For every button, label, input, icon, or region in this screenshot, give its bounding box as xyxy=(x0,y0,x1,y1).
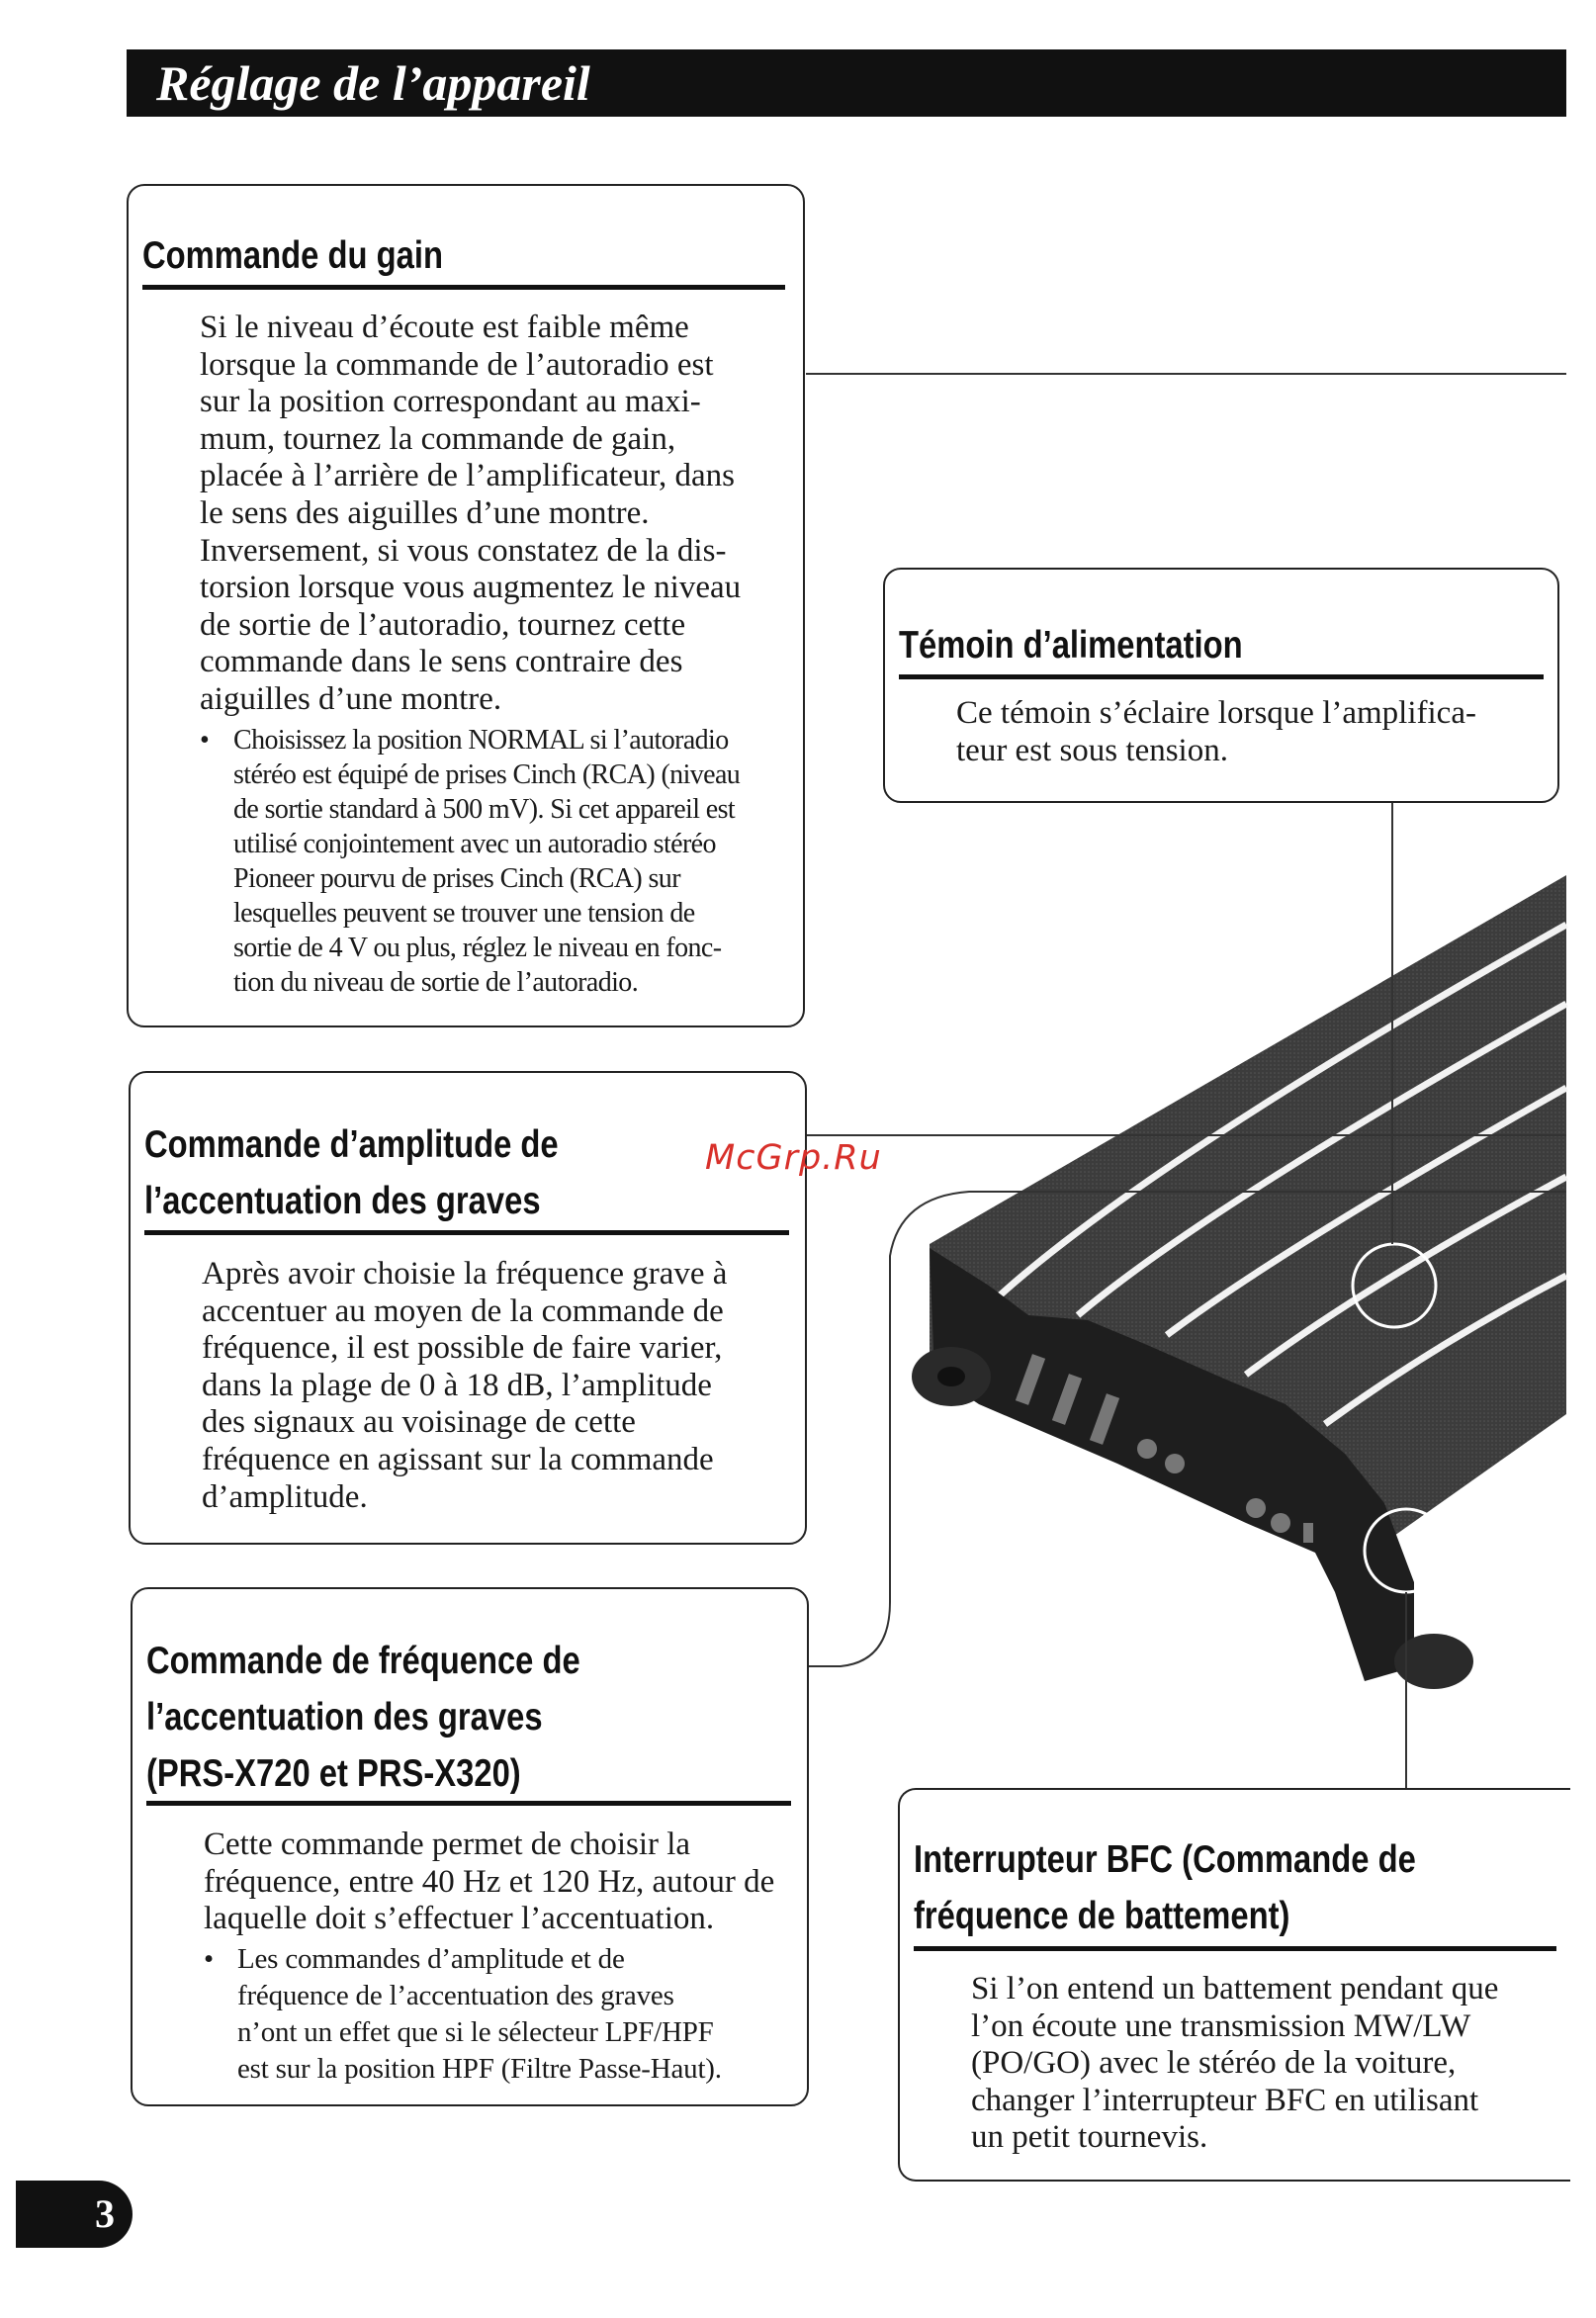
section-bfc-body: Si l’on entend un battement pendant que l’on écoute une transmission MW/LW (PO/GO) avec le stéréo de la voiture, changer l’interrupteur BFC en utilisant un petit tournevis. xyxy=(971,1971,1499,2156)
section-power-body: Ce témoin s’éclaire lorsque l’amplifica- teur est sous tension. xyxy=(956,695,1476,768)
section-bfc-rule xyxy=(914,1946,1556,1951)
section-power-title: Témoin d’alimentation xyxy=(899,624,1243,667)
section-gain-control xyxy=(127,184,805,1027)
section-bass-freq-rule xyxy=(146,1801,791,1806)
section-gain-body: Si le niveau d’écoute est faible même lorsque la commande de l’autoradio est sur la position correspondant au maxi- mum, tournez la commande de gain, placée à l’arrière de l’amplificateur, dans le sens des aiguilles d’une montre. Inversement, si vous constatez de la dis- torsion lorsque vous augmentez le niveau de sortie de l’autoradio, tournez cette commande dans le sens contraire des aiguilles d’une montre. xyxy=(200,310,742,717)
section-gain-note: • Choisissez la position NORMAL si l’autoradio stéréo est équipé de prises Cinch (RCA) (niveau de sortie standard à 500 mV). Si cet appareil est utilisé conjointement avec un autoradio stéréo Pioneer pourvu de prises Cinch (RCA) sur lesquelles peuvent se trouver une tension de sortie de 4 V ou plus, réglez le niveau en fonc- tion du niveau de sortie de l’autoradio. xyxy=(200,725,741,998)
section-bass-amp-rule xyxy=(144,1230,789,1235)
section-gain-title: Commande du gain xyxy=(142,234,443,277)
section-gain-rule xyxy=(142,285,785,290)
section-bfc-title: Interrupteur BFC (Commande de fréquence de battement) xyxy=(914,1838,1416,1937)
page-number-badge xyxy=(16,2181,133,2248)
page-title: Réglage de l’appareil xyxy=(156,55,590,111)
section-power-rule xyxy=(899,674,1544,679)
section-bass-freq-title: Commande de fréquence de l’accentuation des graves (PRS-X720 et PRS-X320) xyxy=(146,1640,580,1795)
section-bass-amp-title: Commande d’amplitude de l’accentuation des graves xyxy=(144,1123,559,1222)
section-bass-freq-note: • Les commandes d’amplitude et de fréquence de l’accentuation des graves n’ont un effet que si le sélecteur LPF/HPF est sur la position HPF (Filtre Passe-Haut). xyxy=(204,1943,722,2085)
section-bass-boost-frequency xyxy=(131,1587,809,2106)
watermark: McGrp.Ru xyxy=(705,1138,882,1178)
section-bass-amp-body: Après avoir choisie la fréquence grave à accentuer au moyen de la commande de fréquence, il est possible de faire varier, dans la plage de 0 à 18 dB, l’amplitude des signaux au voisinage de cette fréquence en agissant sur la commande d’amplitude. xyxy=(202,1256,728,1515)
section-bfc-switch xyxy=(898,1788,1570,2182)
page-number: 3 xyxy=(95,2191,115,2236)
bullet-icon: • xyxy=(200,725,210,756)
section-power-indicator xyxy=(883,568,1559,803)
bullet-icon: • xyxy=(204,1943,214,1975)
section-bass-freq-body: Cette commande permet de choisir la fréquence, entre 40 Hz et 120 Hz, autour de laquelle doit s’effectuer l’accentuation. xyxy=(204,1827,775,1937)
